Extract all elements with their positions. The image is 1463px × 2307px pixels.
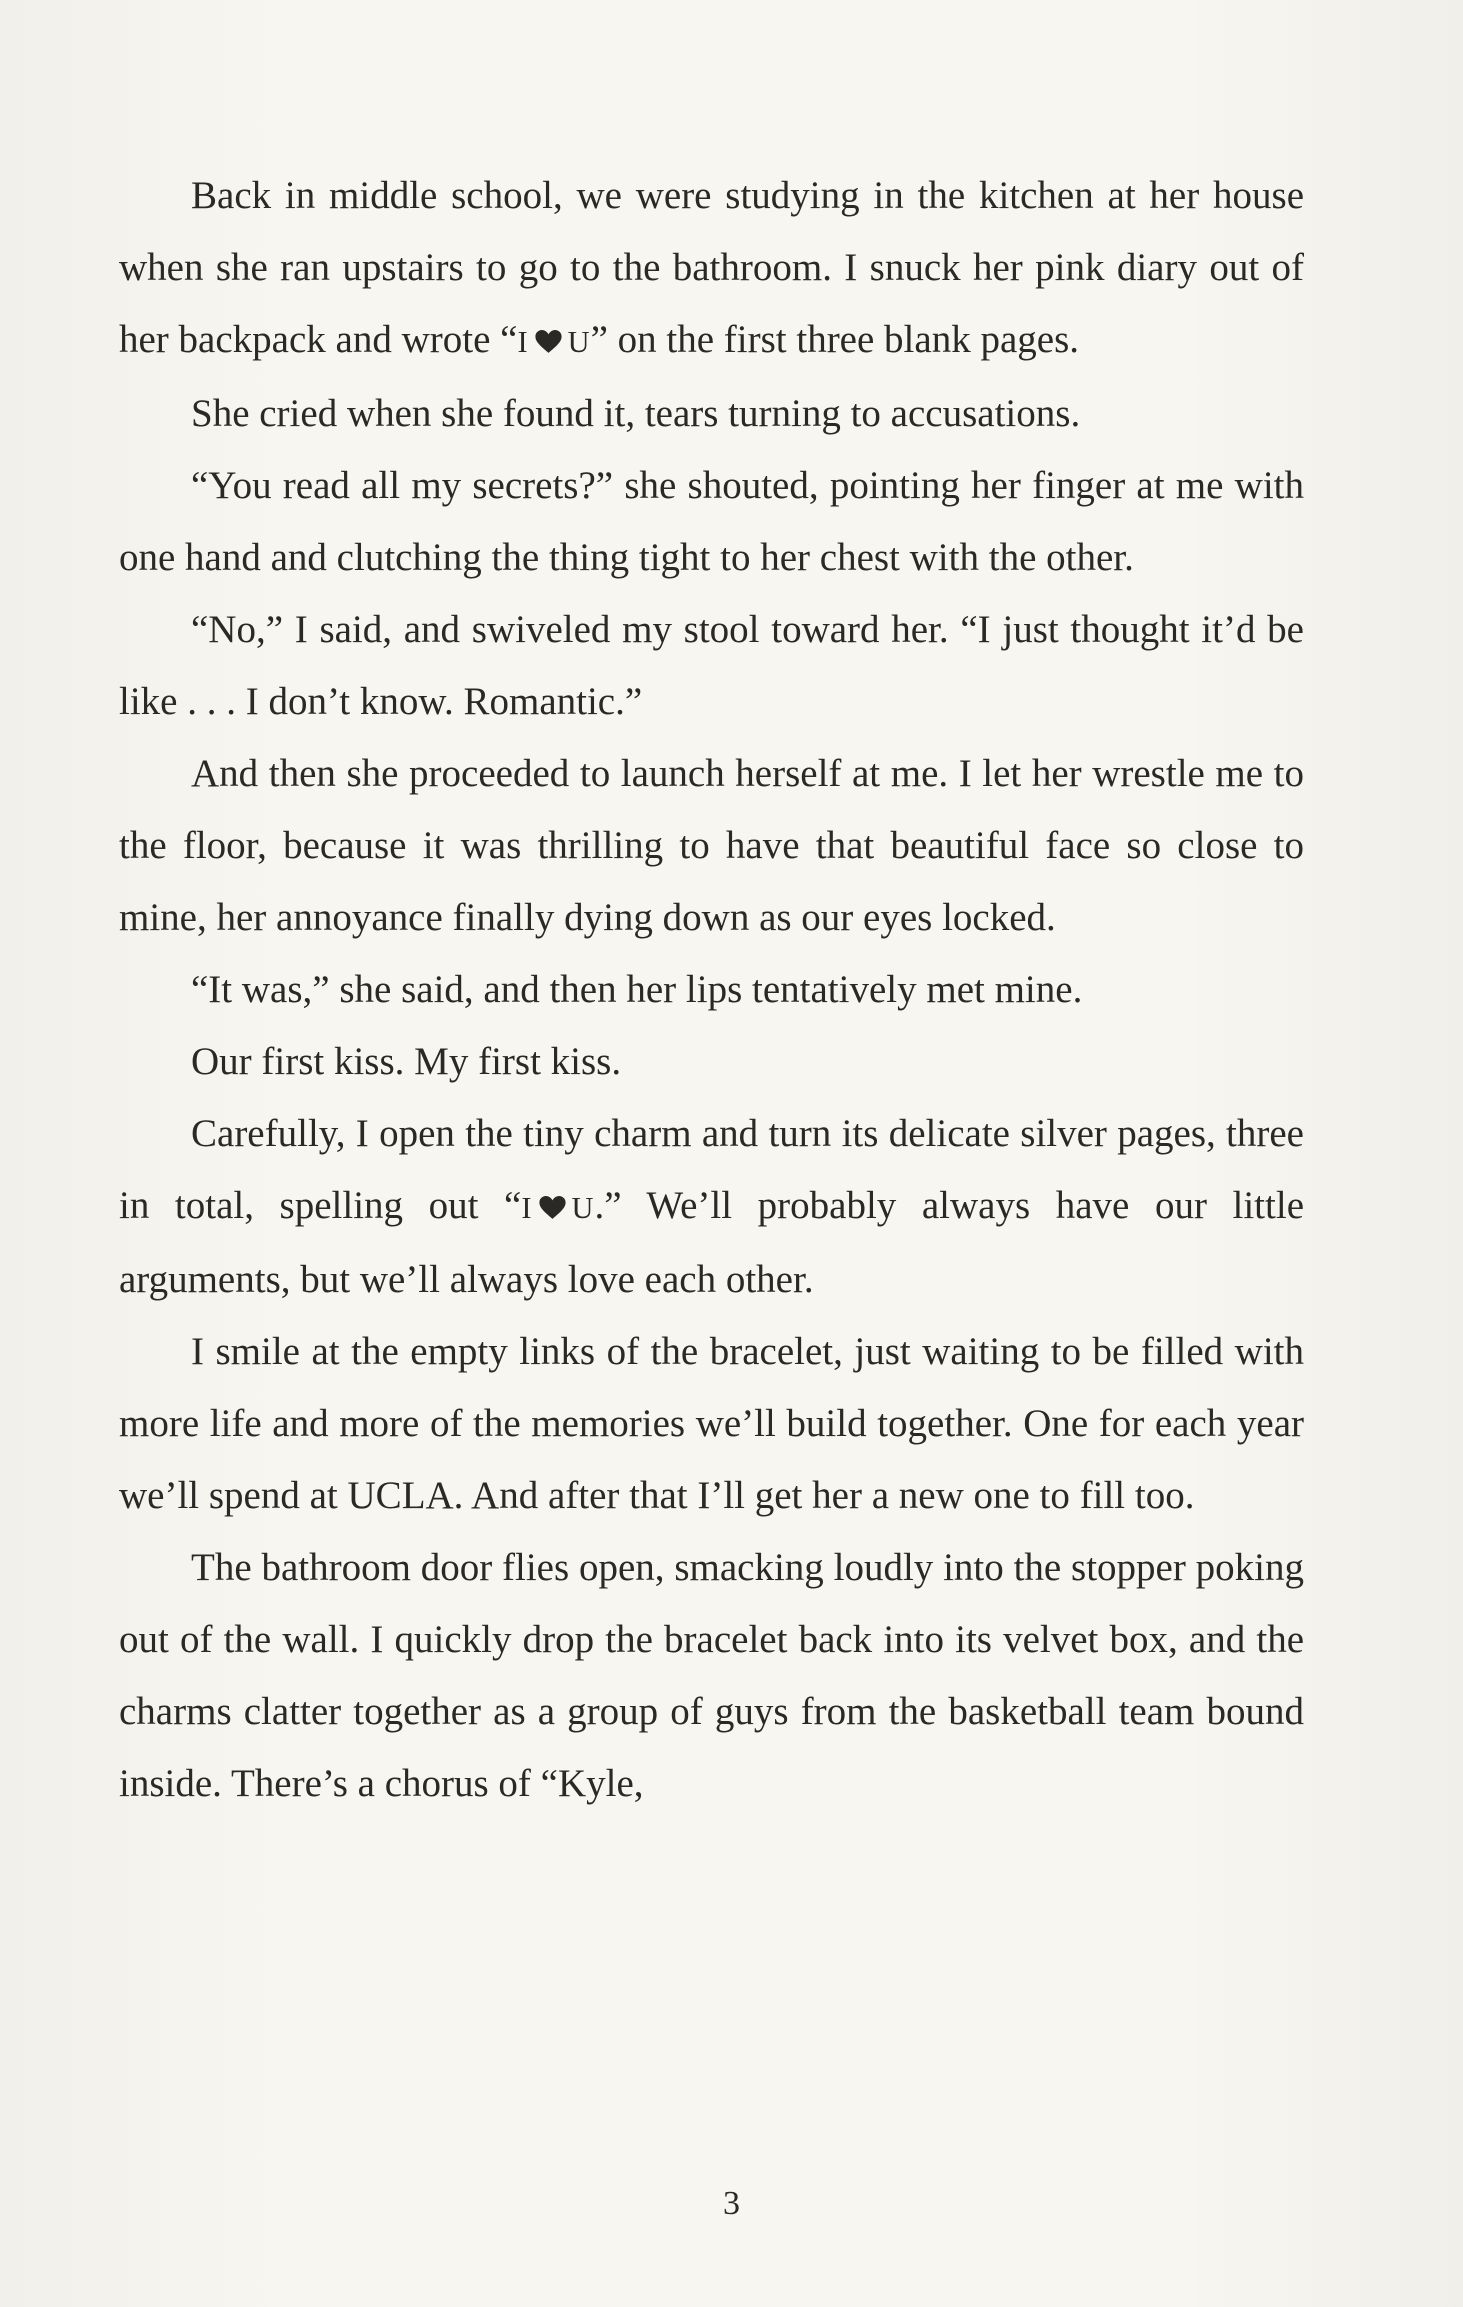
heart-icon — [539, 1196, 566, 1220]
paragraph-text: ” on the first three blank pages. — [590, 318, 1079, 361]
paragraph: I smile at the empty links of the bracelet, just waiting to be filled with more life and more of the memories we’ll build together. One for each year we’ll spend at UCLA. And after that I’ll get her a new one to fill too. — [119, 1330, 1304, 1517]
small-caps-text: I — [521, 1191, 533, 1225]
body-text — [119, 160, 1304, 1820]
paragraph: She cried when she found it, tears turning to accusations. — [191, 392, 1081, 435]
paragraph: Our first kiss. My first kiss. — [191, 1040, 622, 1083]
small-caps-text: U — [571, 1191, 595, 1225]
paragraph: And then she proceeded to launch herself at me. I let her wrestle me to the floor, because it was thrilling to have that beautiful face so close to mine, her annoyance finally dying down as our eyes locked. — [119, 752, 1304, 939]
page-number: 3 — [723, 2185, 740, 2222]
small-caps-text: U — [567, 325, 591, 359]
paragraph-text: Back in middle school, we were studying in the kitchen at her house when she ran upstairs to go to the bathroom. I snuck her pink diary out of her backpack and wrote “ — [119, 174, 1304, 361]
paragraph: “You read all my secrets?” she shouted, pointing her finger at me with one hand and clutching the thing tight to her chest with the other. — [119, 464, 1304, 579]
paragraph-text: .” We’ll probably always have our little arguments, but we’ll always love each other. — [119, 1184, 1304, 1301]
paragraph: The bathroom door flies open, smacking loudly into the stopper poking out of the wall. I quickly drop the bracelet back into its velvet box, and the charms clatter together as a group of guys from the basketball team bound inside. There’s a chorus of “Kyle, — [119, 1546, 1304, 1805]
paragraph: “It was,” she said, and then her lips tentatively met mine. — [191, 968, 1083, 1011]
small-caps-text: I — [517, 325, 529, 359]
paragraph: “No,” I said, and swiveled my stool toward her. “I just thought it’d be like . . . I don’t know. Romantic.” — [119, 608, 1304, 723]
paragraph-diary — [119, 160, 1304, 378]
heart-icon — [535, 330, 562, 354]
paragraph-charm — [119, 1098, 1304, 1316]
paragraph-text: Carefully, I open the tiny charm and turn its delicate silver pages, three in total, spelling out “ — [119, 1112, 1304, 1227]
